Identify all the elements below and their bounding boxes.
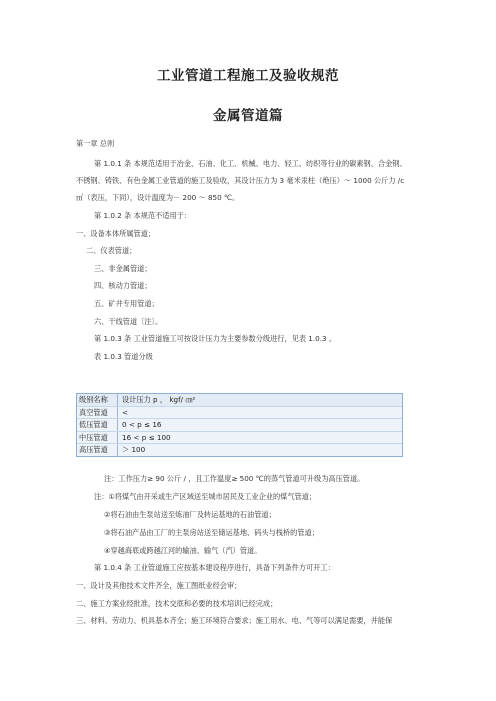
list-item: 四、核动力管道； <box>94 281 152 290</box>
table-cell: ＞ 100 <box>122 445 146 454</box>
list-item: 二、仪表管道； <box>86 246 137 255</box>
footnote: ③将石油产品由工厂的主泵房站送至储运基地、码头与栈桥的管道； <box>104 528 319 537</box>
list-item: 五、矿井专用管道； <box>94 299 159 308</box>
footnote: 注：①将煤气由开采或生产区域送至城市居民及工业企业的煤气管道； <box>94 492 317 501</box>
body-line: 第 1.0.3 条 工业管道施工可按设计压力为主要参数分级进行，见表 1.0.3 。 <box>94 334 337 343</box>
chapter-heading: 第一章 总则 <box>76 139 115 148</box>
table-header-cell: 设计压力 p ， kgf/ ㎝² <box>122 395 196 404</box>
list-item: 三、非金属管道； <box>94 264 152 273</box>
table-cell: 真空管道 <box>77 407 118 419</box>
footnote: ②将石油由生泵站送至炼油厂及转运基地的石油管道； <box>104 510 276 519</box>
document-subtitle: 金属管道篇 <box>213 108 283 124</box>
list-item: 一、设备本体所属管道； <box>76 229 156 238</box>
document-title: 工业管道工程施工及验收规范 <box>157 68 339 84</box>
table-cell: 0 < p ≤ 16 <box>122 420 162 429</box>
table-header-row <box>77 394 402 406</box>
table-row <box>77 431 402 444</box>
table-cell: < <box>122 407 129 417</box>
table-row <box>77 418 402 431</box>
footnote: ④穿越海底或跨越江河的输油、输气（汽）管道。 <box>104 546 262 555</box>
table-row <box>77 443 402 456</box>
list-item: 六、干线管道〔注〕。 <box>94 317 163 326</box>
table-row <box>77 406 402 419</box>
table-cell: 低压管道 <box>77 419 118 431</box>
body-line: 第 1.0.2 条 本规范不适用于： <box>94 211 192 220</box>
table-cell: 中压管道 <box>77 432 118 444</box>
body-line: ㎡（表压，下同），设计温度为－ 200 ～ 850 ℃。 <box>76 193 240 202</box>
table-cell: 16 < p ≤ 100 <box>122 432 171 442</box>
body-line: 不锈钢、铸铁、有色金属工业管道的施工及验收，其设计压力为 3 毫米汞柱（绝压）～ 1000 公斤力 /c <box>76 176 405 185</box>
table-caption: 表 1.0.3 管道分级 <box>94 352 153 361</box>
body-line: 第 1.0.1 条 本规范适用于冶金、石油、化工、机械、电力、轻工、纺织等行业的碳素钢、合金钢、 <box>94 159 407 168</box>
body-line: 第 1.0.4 条 工业管道施工应按基本建设程序进行，具备下列条件方可开工： <box>94 563 335 572</box>
pipe-class-table <box>76 393 403 457</box>
table-note: 注：工作压力≥ 90 公斤 / ，且工作温度≥ 500 ℃的蒸气管道可升级为高压管道。 <box>104 474 365 483</box>
list-item: 三、材料、劳动力、机具基本齐全；施工环境符合要求；施工用水、电、气等可以满足需要，并能保 <box>76 616 393 625</box>
list-item: 一、设计及其他技术文件齐全，施工图纸业经会审； <box>76 581 242 590</box>
list-item: 二、施工方案业经批准，技术交底和必要的技术培训已经完成； <box>76 599 278 608</box>
table-cell: 高压管道 <box>77 444 118 456</box>
table-header-cell: 级别名称 <box>77 394 118 406</box>
